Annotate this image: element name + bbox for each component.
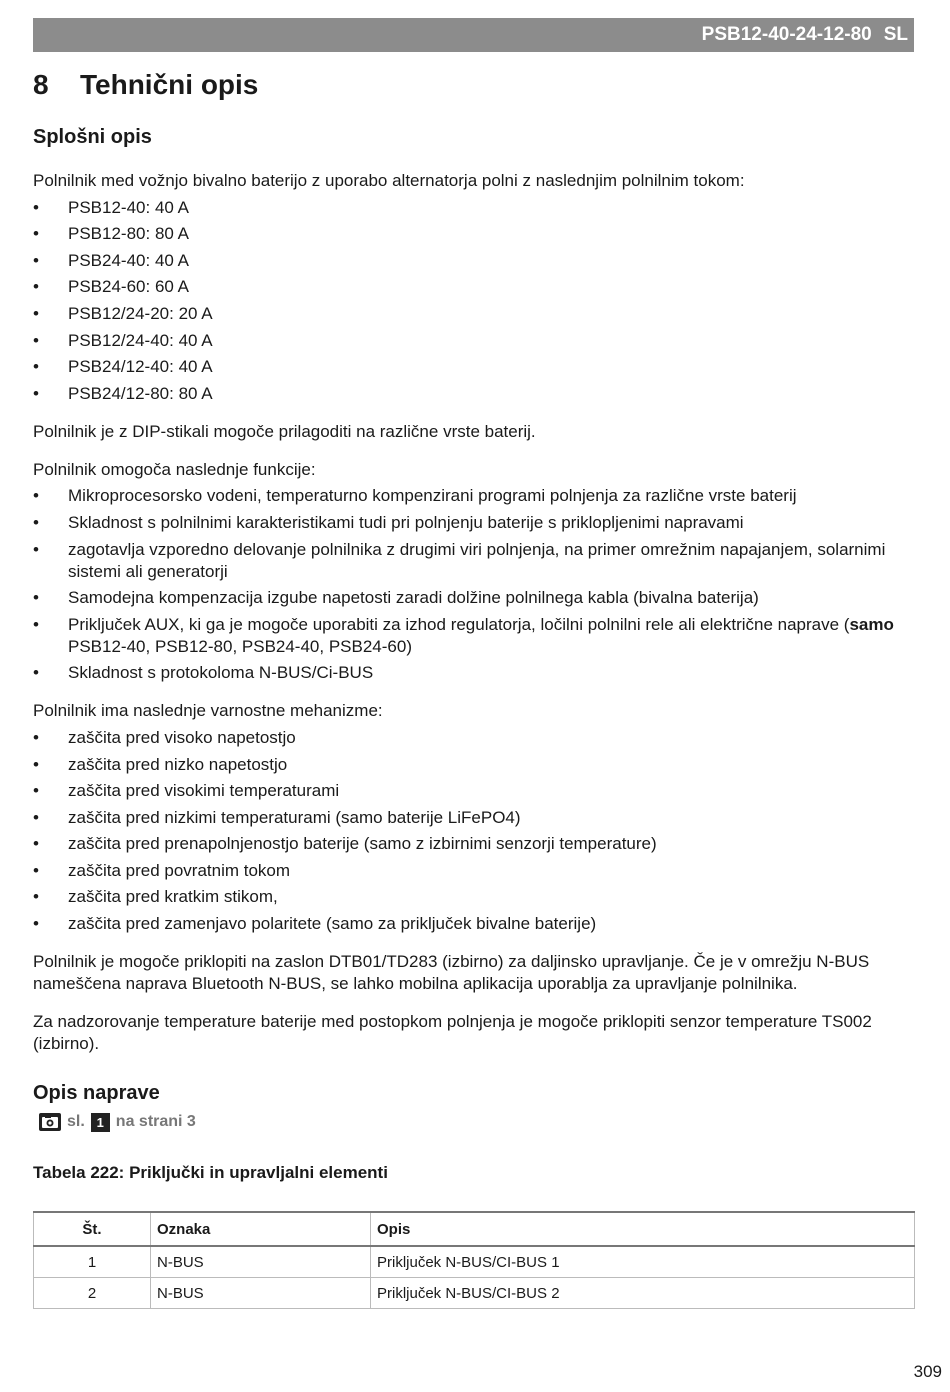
list-item: • zagotavlja vzporedno delovanje polnilnika z drugimi viri polnjenja, na primer omrežnim napajanjem, solarnimi sistemi ali generatorji <box>33 539 915 583</box>
section-heading-device: Opis naprave <box>33 1082 160 1105</box>
table-cell: N-BUS <box>151 1278 371 1309</box>
list-item: • zaščita pred kratkim stikom, <box>33 886 915 908</box>
chapter-title-text: Tehnični opis <box>80 69 259 100</box>
aux-text-bold: samo <box>849 614 894 634</box>
column-header: Št. <box>34 1212 151 1246</box>
figure-number-badge: 1 <box>91 1113 110 1132</box>
list-item: • zaščita pred zamenjavo polaritete (samo za priključek bivalne baterije) <box>33 913 915 935</box>
remote-paragraph: Polnilnik je mogoče priklopiti na zaslon DTB01/TD283 (izbirno) za daljinsko upravljanje. Če je v omrežju N-BUS nameščena naprava Bluetooth N-BUS, se lahko mobilna aplikacija uporablja za upravljanje polnilnika. <box>33 952 870 994</box>
list-item: • PSB24-40: 40 A <box>33 250 915 272</box>
page-number: 309 <box>913 1362 942 1381</box>
list-item: • PSB12-40: 40 A <box>33 197 915 219</box>
functions-intro: Polnilnik omogoča naslednje funkcije: <box>33 459 316 479</box>
list-item: • Mikroprocesorsko vodeni, temperaturno kompenzirani programi polnjenja za različne vrste baterij <box>33 485 915 507</box>
intro-paragraph: Polnilnik med vožnjo bivalno baterijo z uporabo alternatorja polni z naslednjim polnilnim tokom: <box>33 171 745 190</box>
table-cell: 2 <box>34 1278 151 1309</box>
table-title: Tabela 222: Priključki in upravljalni elementi <box>33 1163 388 1183</box>
list-item: • PSB12/24-40: 40 A <box>33 330 915 352</box>
list-item: • zaščita pred visokimi temperaturami <box>33 780 915 802</box>
list-item: • Samodejna kompenzacija izgube napetosti zaradi dolžine polnilnega kabla (bivalna baterija) <box>33 587 915 609</box>
connections-table <box>33 1211 915 1309</box>
safety-intro: Polnilnik ima naslednje varnostne mehanizme: <box>33 701 383 721</box>
list-item: • PSB24/12-40: 40 A <box>33 356 915 378</box>
list-item: • PSB12-80: 80 A <box>33 223 915 245</box>
language-code: SL <box>883 24 908 45</box>
column-header: Opis <box>371 1212 915 1246</box>
safety-list <box>33 727 915 935</box>
table-row <box>34 1246 915 1278</box>
figure-reference[interactable] <box>33 1111 915 1133</box>
list-item: • zaščita pred visoko napetostjo <box>33 727 915 749</box>
table-row <box>34 1278 915 1309</box>
section-heading-general: Splošni opis <box>33 126 152 148</box>
list-item: • zaščita pred prenapolnjenostjo baterije (samo z izbirnimi senzorji temperature) <box>33 833 915 855</box>
table-cell: N-BUS <box>151 1246 371 1278</box>
charge-current-list <box>33 197 915 405</box>
functions-list <box>33 485 915 684</box>
list-item-aux <box>33 614 915 658</box>
doc-code: PSB12-40-24-12-80 <box>701 24 872 45</box>
table-cell: 1 <box>34 1246 151 1278</box>
list-item: • zaščita pred povratnim tokom <box>33 860 915 882</box>
table-cell: Priključek N-BUS/CI-BUS 1 <box>371 1246 915 1278</box>
chapter-title <box>33 64 915 110</box>
figure-ref-suffix: na strani 3 <box>115 1113 196 1131</box>
aux-text-end: PSB12-40, PSB12-80, PSB24-40, PSB24-60) <box>68 636 412 656</box>
list-item: • PSB24-60: 60 A <box>33 276 915 298</box>
list-item: • PSB12/24-20: 20 A <box>33 303 915 325</box>
list-item: • PSB24/12-80: 80 A <box>33 383 915 405</box>
table-header-row <box>34 1212 915 1246</box>
camera-icon <box>39 1113 61 1131</box>
table-cell: Priključek N-BUS/CI-BUS 2 <box>371 1278 915 1309</box>
column-header: Oznaka <box>151 1212 371 1246</box>
sensor-paragraph: Za nadzorovanje temperature baterije med postopkom polnjenja je mogoče priklopiti senzor temperature TS002 (izbirno). <box>33 1012 872 1054</box>
aux-text-start: Priključek AUX, ki ga je mogoče uporabiti za izhod regulatorja, ločilni polnilni rele ali električne naprave ( <box>68 614 850 634</box>
running-header <box>33 18 914 52</box>
list-item: • zaščita pred nizkimi temperaturami (samo baterije LiFePO4) <box>33 807 915 829</box>
dip-paragraph: Polnilnik je z DIP-stikali mogoče prilagoditi na različne vrste baterij. <box>33 421 536 441</box>
list-item: • zaščita pred nizko napetostjo <box>33 754 915 776</box>
list-item: • Skladnost s protokoloma N-BUS/Ci-BUS <box>33 662 915 684</box>
page-content <box>33 64 915 1309</box>
chapter-number: 8 <box>33 69 49 100</box>
list-item: • Skladnost s polnilnimi karakteristikami tudi pri polnjenju baterije s priklopljenimi napravami <box>33 512 915 534</box>
figure-ref-prefix: sl. <box>67 1113 85 1131</box>
